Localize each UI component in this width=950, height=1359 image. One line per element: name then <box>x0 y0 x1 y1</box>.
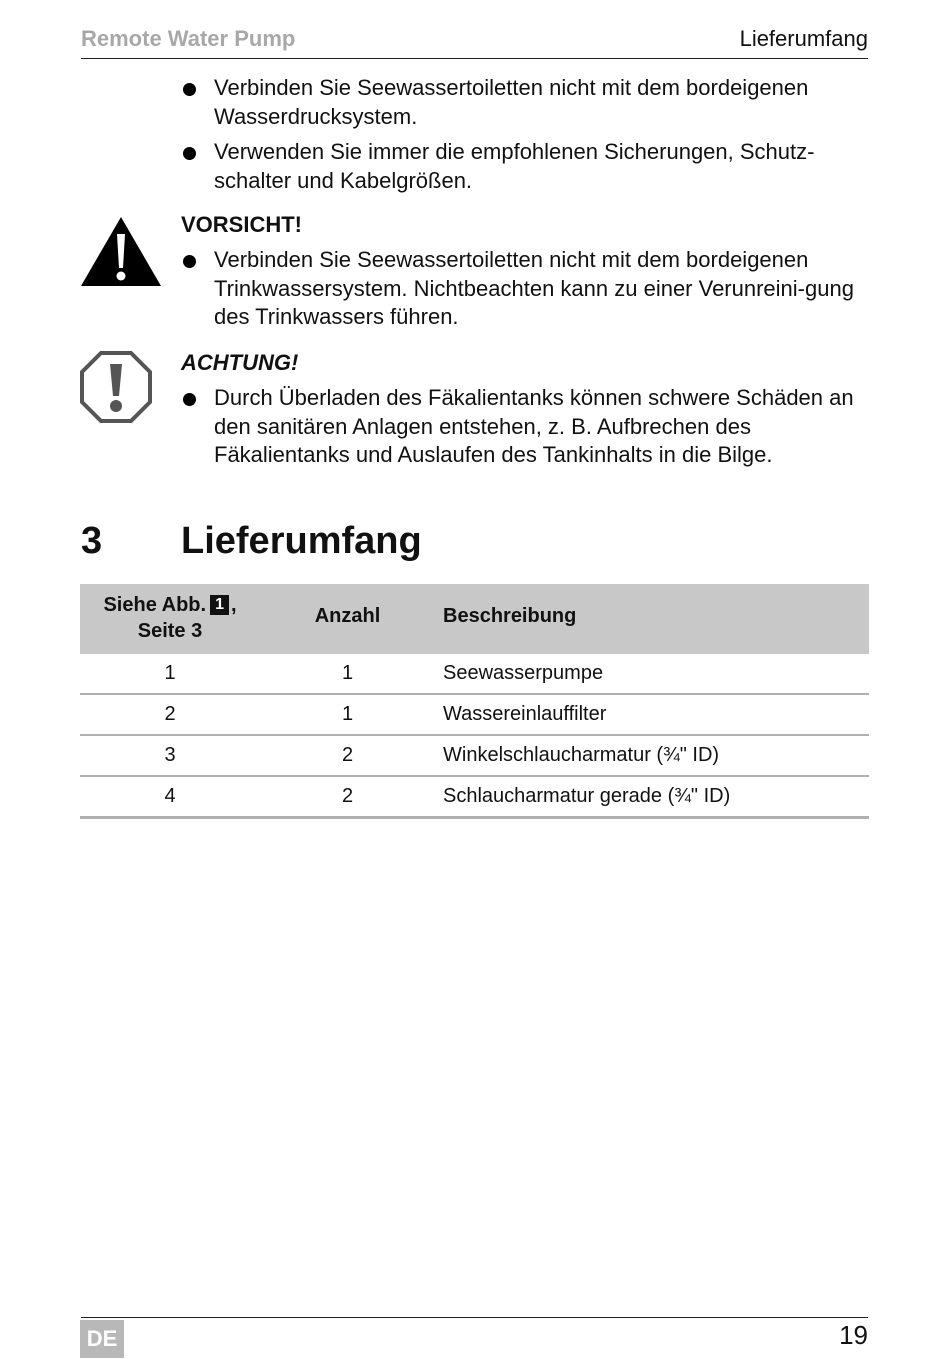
list-item <box>181 246 871 332</box>
attention-title: ACHTUNG! <box>181 350 299 375</box>
bullet-icon <box>183 83 196 96</box>
header-product-name: Remote Water Pump <box>81 26 296 51</box>
bullet-text: Verbinden Sie Seewassertoiletten nicht mit dem bordeigenen Trinkwassersystem. Nichtbeachten kann zu einer Verunreini-gung des Trinkwassers führen. <box>214 247 854 329</box>
octagon-exclamation-icon <box>79 350 153 424</box>
table-row <box>80 695 869 736</box>
header-ref-comma: , <box>230 594 237 616</box>
caution-bullet-list <box>181 246 871 339</box>
header-cell-quantity: Anzahl <box>314 605 381 627</box>
cell-quantity: 1 <box>341 703 354 725</box>
cell-quantity: 1 <box>341 662 354 684</box>
table-row <box>80 736 869 777</box>
footer-divider <box>81 1317 868 1318</box>
cell-description: Seewasserpumpe <box>443 662 604 684</box>
table-header <box>80 584 869 654</box>
intro-bullet-list <box>181 74 871 202</box>
list-item <box>181 74 871 131</box>
table-row <box>80 654 869 695</box>
page-header <box>81 24 868 59</box>
cell-quantity: 2 <box>341 785 354 807</box>
cell-description: Wassereinlauffilter <box>443 703 607 725</box>
delivery-scope-table <box>80 584 869 819</box>
language-badge: DE <box>80 1320 124 1358</box>
cell-ref: 1 <box>164 662 176 684</box>
header-ref-page: Seite 3 <box>137 620 203 642</box>
attention-bullet-list <box>181 384 871 477</box>
bullet-text: Verwenden Sie immer die empfohlenen Sicherungen, Schutz-schalter und Kabelgrößen. <box>214 139 815 193</box>
list-item <box>181 138 871 195</box>
header-section-name: Lieferumfang <box>739 26 868 51</box>
header-cell-ref <box>80 592 260 644</box>
caution-title: VORSICHT! <box>181 212 302 237</box>
figure-number-badge: 1 <box>210 595 229 615</box>
cell-description: Schlaucharmatur gerade (¾" ID) <box>443 785 731 807</box>
bullet-text: Verbinden Sie Seewassertoiletten nicht mit dem bordeigenen Wasserdrucksystem. <box>214 75 809 129</box>
bullet-icon <box>183 147 196 160</box>
warning-triangle-icon <box>80 216 162 288</box>
cell-ref: 4 <box>164 785 176 807</box>
section-title: Lieferumfang <box>181 520 422 562</box>
header-cell-description: Beschreibung <box>443 605 577 627</box>
list-item <box>181 384 871 470</box>
bullet-icon <box>183 255 196 268</box>
bullet-text: Durch Überladen des Fäkalientanks können schwere Schäden an den sanitären Anlagen entstehen, z. B. Aufbrechen des Fäkalientanks und Auslaufen des Tankinhalts in die Bilge. <box>214 385 854 467</box>
cell-ref: 3 <box>164 744 176 766</box>
cell-quantity: 2 <box>341 744 354 766</box>
header-ref-label: Siehe Abb. <box>103 594 207 616</box>
cell-description: Winkelschlaucharmatur (¾" ID) <box>443 744 720 766</box>
cell-ref: 2 <box>164 703 176 725</box>
section-number: 3 <box>81 520 103 562</box>
bullet-icon <box>183 393 196 406</box>
page-number: 19 <box>839 1320 868 1350</box>
table-row <box>80 777 869 819</box>
